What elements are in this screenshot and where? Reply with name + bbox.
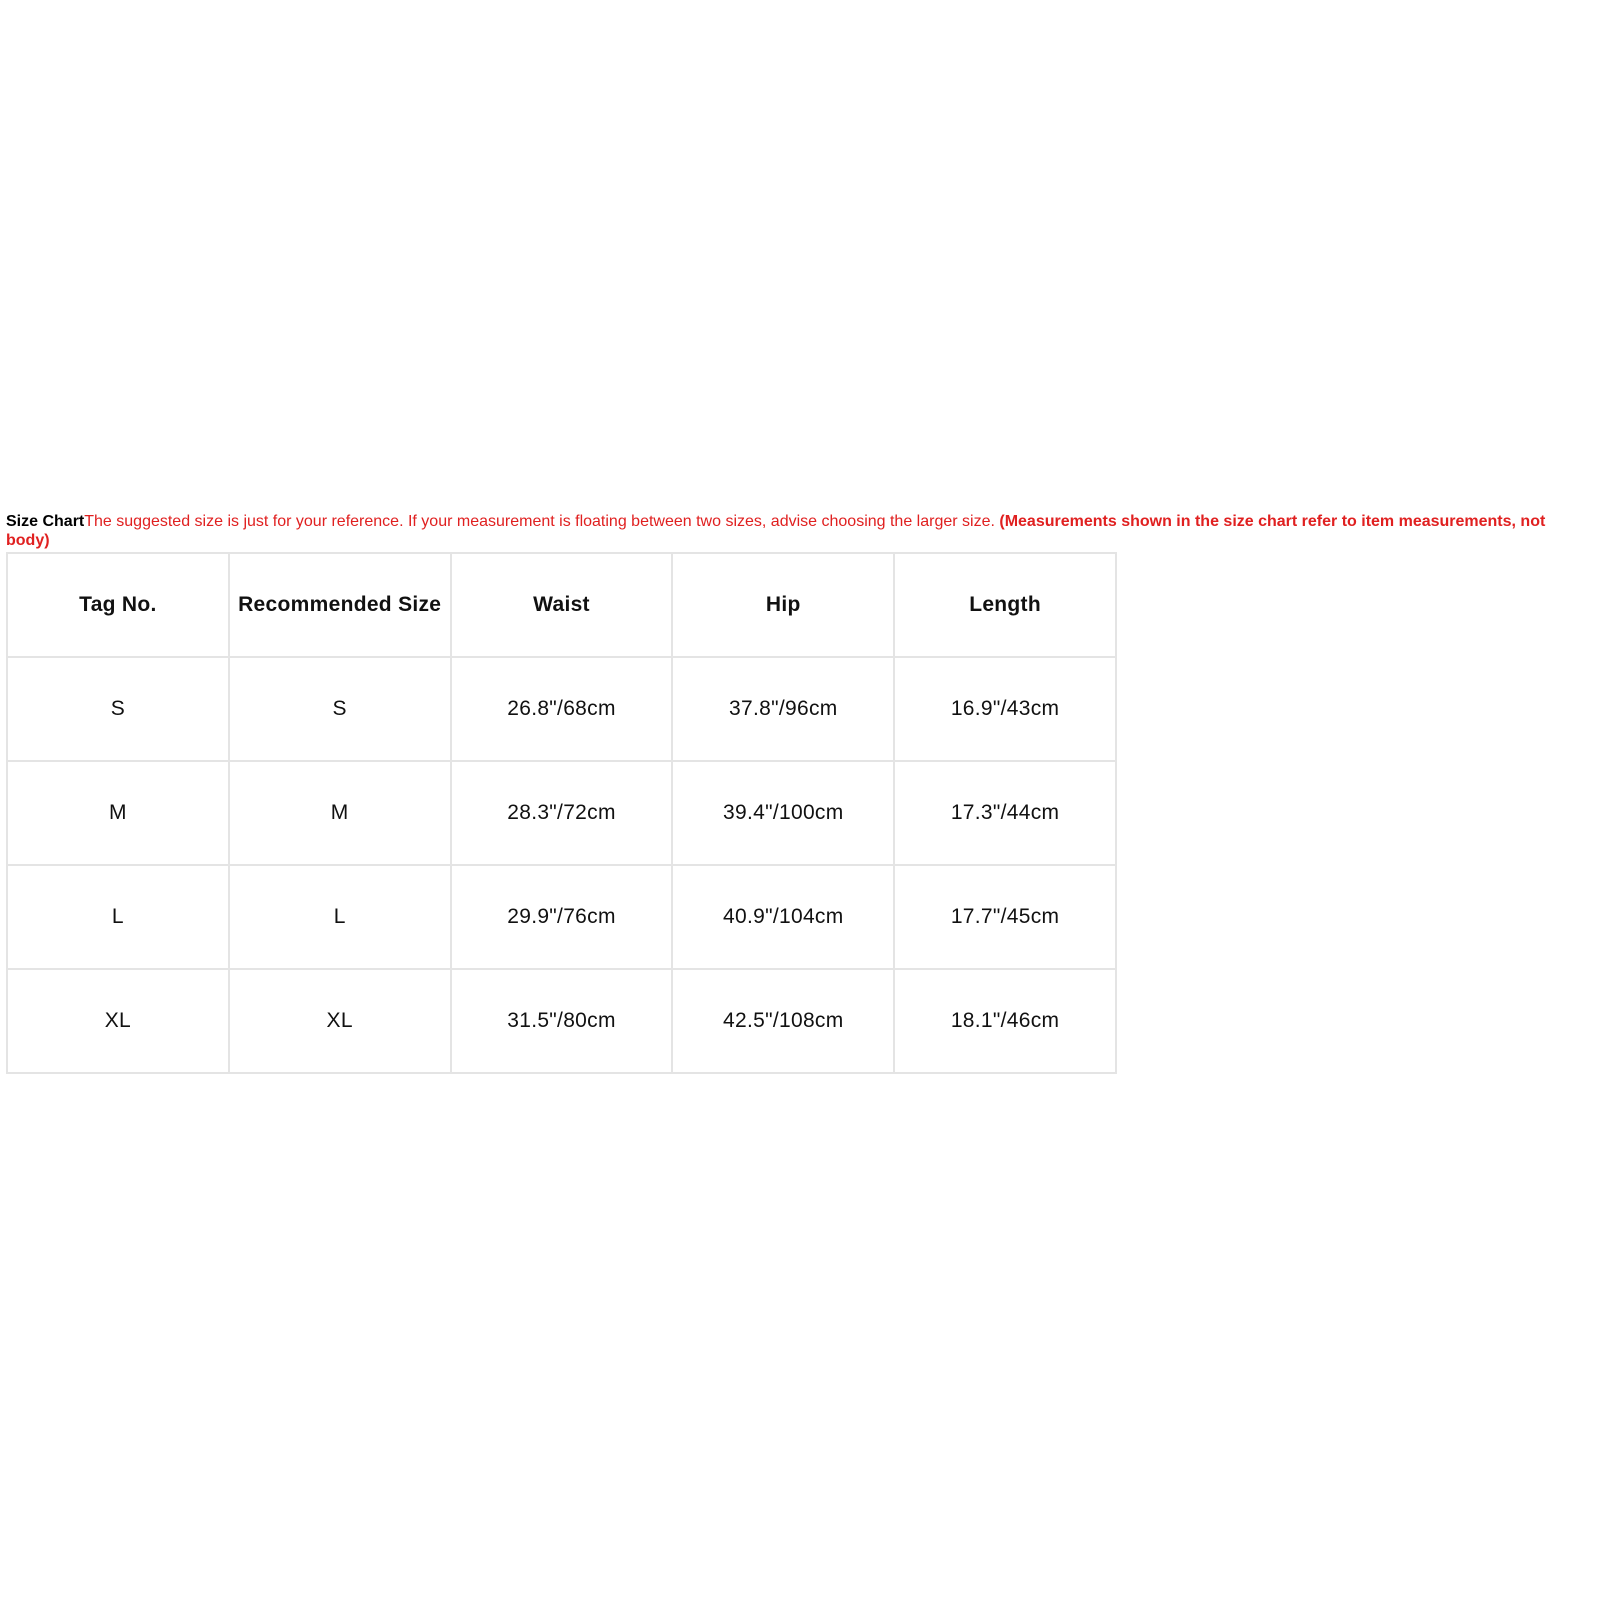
cell-tag-no: S xyxy=(7,657,229,761)
header-tag-no: Tag No. xyxy=(7,553,229,657)
cell-hip: 42.5"/108cm xyxy=(672,969,894,1073)
cell-length: 17.3"/44cm xyxy=(894,761,1116,865)
cell-recommended-size: M xyxy=(229,761,451,865)
cell-tag-no: XL xyxy=(7,969,229,1073)
cell-waist: 31.5"/80cm xyxy=(451,969,673,1073)
table-row xyxy=(7,969,1116,1073)
cell-length: 16.9"/43cm xyxy=(894,657,1116,761)
cell-tag-no: L xyxy=(7,865,229,969)
cell-waist: 29.9"/76cm xyxy=(451,865,673,969)
table-row xyxy=(7,761,1116,865)
header-recommended-size: Recommended Size xyxy=(229,553,451,657)
header-hip: Hip xyxy=(672,553,894,657)
header-waist: Waist xyxy=(451,553,673,657)
table-row xyxy=(7,657,1116,761)
cell-hip: 40.9"/104cm xyxy=(672,865,894,969)
cell-hip: 37.8"/96cm xyxy=(672,657,894,761)
size-table xyxy=(6,552,1117,1074)
table-row xyxy=(7,865,1116,969)
cell-recommended-size: XL xyxy=(229,969,451,1073)
table-header-row xyxy=(7,553,1116,657)
measurement-note: (Measurements shown in the size chart refer to item measurements, not body) xyxy=(6,513,1546,549)
cell-waist: 26.8"/68cm xyxy=(451,657,673,761)
cell-tag-no: M xyxy=(7,761,229,865)
cell-recommended-size: L xyxy=(229,865,451,969)
size-chart-note xyxy=(6,512,1588,550)
size-chart-title: Size Chart xyxy=(6,513,85,530)
cell-length: 18.1"/46cm xyxy=(894,969,1116,1073)
size-suggestion-text: The suggested size is just for your reference. If your measurement is floating between two sizes, advise choosing the larger size. xyxy=(84,513,1000,530)
cell-hip: 39.4"/100cm xyxy=(672,761,894,865)
cell-waist: 28.3"/72cm xyxy=(451,761,673,865)
cell-recommended-size: S xyxy=(229,657,451,761)
cell-length: 17.7"/45cm xyxy=(894,865,1116,969)
size-chart xyxy=(6,512,1588,1074)
header-length: Length xyxy=(894,553,1116,657)
